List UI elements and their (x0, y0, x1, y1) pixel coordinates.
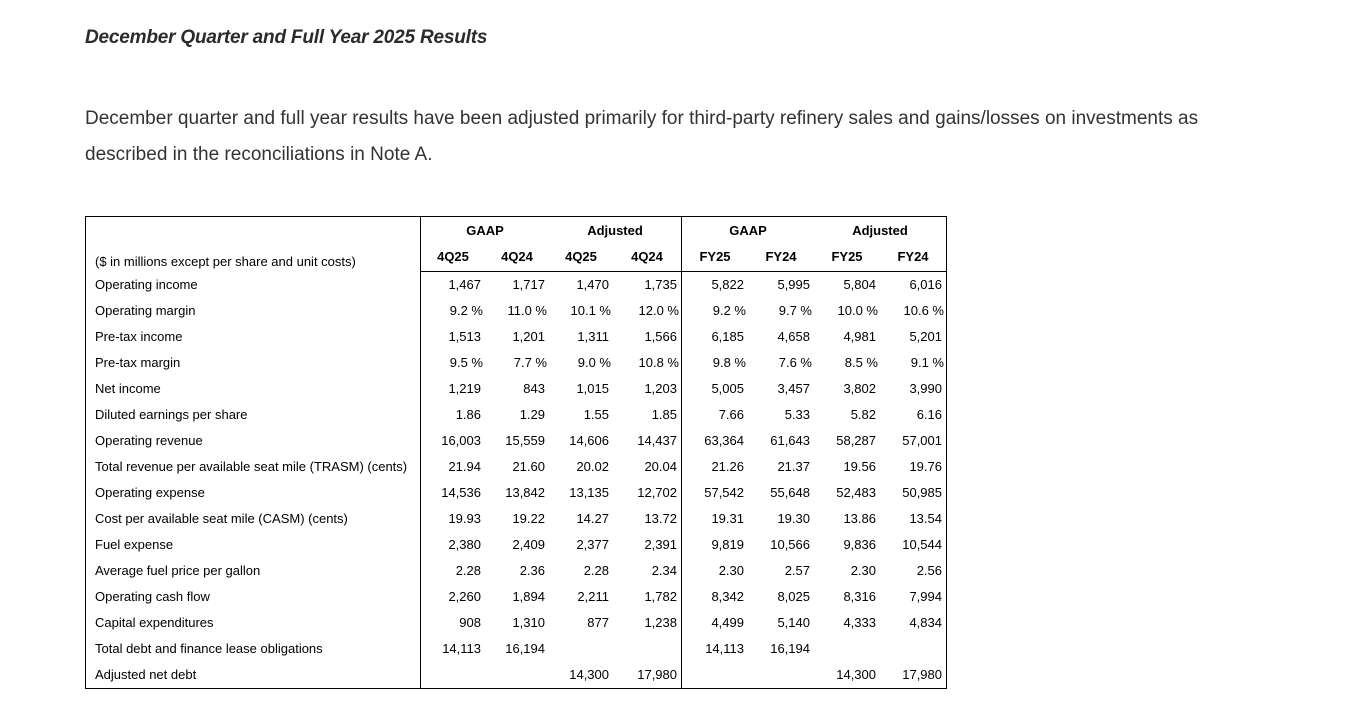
column-header: 4Q25 (549, 243, 613, 271)
table-cell: 1,894 (512, 589, 545, 604)
column-header: FY25 (682, 243, 749, 271)
table-cell: 7,994 (909, 589, 942, 604)
table-cell: 19.31 (682, 506, 749, 532)
row-label: Pre-tax margin (95, 355, 181, 370)
row-label: Operating margin (95, 303, 196, 318)
table-cell: 1,238 (644, 615, 677, 630)
table-cell: 5.33 (784, 407, 810, 422)
table-row (86, 324, 947, 350)
table-cell: 15,559 (505, 433, 545, 448)
table-cell: 7.6 % (778, 355, 812, 370)
row-label: Capital expenditures (95, 615, 214, 630)
row-label: Operating cash flow (95, 589, 210, 604)
table-cell: 11.0 % (507, 303, 547, 318)
table-cell: 5,804 (843, 277, 876, 292)
table-cell: 1,015 (576, 381, 609, 396)
table-cell: 5,201 (909, 329, 942, 344)
column-header-row (86, 243, 947, 271)
table-cell: 7.7 % (513, 355, 547, 370)
table-cell: 2,377 (576, 537, 609, 552)
table-cell: 2,380 (421, 532, 486, 558)
table-cell: 14,300 (569, 667, 609, 682)
table-body (86, 271, 947, 688)
table-cell: 16,194 (770, 641, 810, 656)
table-cell: 13,135 (569, 485, 609, 500)
table-cell: 2.56 (916, 563, 942, 578)
table-cell: 12.0 % (638, 303, 679, 318)
row-label: Adjusted net debt (95, 667, 197, 682)
table-cell: 20.02 (576, 459, 609, 474)
table-cell (682, 662, 749, 689)
table-cell: 10,544 (902, 537, 942, 552)
row-label: Average fuel price per gallon (95, 563, 261, 578)
group-header-gaap-year: GAAP (682, 217, 815, 244)
table-cell: 2.34 (651, 563, 677, 578)
table-cell: 877 (587, 615, 609, 630)
table-cell: 16,003 (421, 428, 486, 454)
table-cell: 1,311 (577, 329, 609, 344)
table-cell: 63,364 (682, 428, 749, 454)
row-label: Operating revenue (95, 433, 203, 448)
table-cell: 10,566 (770, 537, 810, 552)
table-cell: 4,981 (843, 329, 876, 344)
table-cell: 6,016 (909, 277, 942, 292)
table-cell: 843 (523, 381, 545, 396)
table-cell: 1,566 (644, 329, 677, 344)
column-header: 4Q24 (613, 243, 682, 271)
results-table (85, 216, 947, 689)
label-column-header: ($ in millions except per share and unit costs) (95, 254, 356, 269)
table-cell: 4,499 (682, 610, 749, 636)
table-cell: 1,513 (421, 324, 486, 350)
table-cell: 52,483 (836, 485, 876, 500)
table-cell: 2,391 (644, 537, 677, 552)
row-label: Total revenue per available seat mile (TRASM) (cents) (95, 459, 408, 474)
table-cell: 19.76 (909, 459, 942, 474)
table-cell: 8,342 (682, 584, 749, 610)
table-cell: 1.85 (651, 407, 677, 422)
table-cell: 1,467 (421, 271, 486, 298)
table-cell: 5,995 (777, 277, 810, 292)
table-cell: 4,333 (843, 615, 876, 630)
row-label: Pre-tax income (95, 329, 183, 344)
table-cell: 17,980 (902, 667, 942, 682)
table-cell: 9.1 % (910, 355, 944, 370)
table-cell: 908 (421, 610, 486, 636)
table-cell (748, 662, 814, 689)
table-cell: 12,702 (637, 485, 677, 500)
table-cell: 8,025 (777, 589, 810, 604)
table-cell (880, 636, 947, 662)
row-label: Fuel expense (95, 537, 174, 552)
table-cell: 19.93 (421, 506, 486, 532)
table-cell: 2,409 (512, 537, 545, 552)
table-cell: 14,437 (637, 433, 677, 448)
group-header-gaap-quarter: GAAP (421, 217, 550, 244)
table-cell: 57,542 (682, 480, 749, 506)
table-cell: 17,980 (637, 667, 677, 682)
table-cell: 8.5 % (844, 355, 878, 370)
table-cell: 14,113 (682, 636, 749, 662)
table-cell: 9.5 % (421, 350, 486, 376)
table-cell: 50,985 (902, 485, 942, 500)
table-cell: 55,648 (770, 485, 810, 500)
section-heading: December Quarter and Full Year 2025 Results (85, 27, 488, 48)
table-cell: 21.94 (421, 454, 486, 480)
table-cell: 57,001 (902, 433, 942, 448)
table-row (86, 558, 947, 584)
table-cell: 19.56 (843, 459, 876, 474)
table-row (86, 350, 947, 376)
group-header-adjusted-year: Adjusted (852, 222, 908, 238)
table-cell: 5,822 (682, 271, 749, 298)
table-cell: 2,211 (577, 589, 609, 604)
column-header: FY24 (748, 243, 814, 271)
table-cell: 13.54 (909, 511, 942, 526)
table-row (86, 480, 947, 506)
table-cell: 1,203 (644, 381, 677, 396)
table-cell: 1.55 (583, 407, 609, 422)
table-cell: 8,316 (843, 589, 876, 604)
table-cell: 1,219 (421, 376, 486, 402)
table-cell: 13,842 (505, 485, 545, 500)
table-cell: 10.6 % (903, 303, 944, 318)
column-header: 4Q25 (421, 243, 486, 271)
row-label: Cost per available seat mile (CASM) (cents) (95, 511, 348, 526)
table-cell (485, 662, 549, 689)
row-label: Operating expense (95, 485, 205, 500)
table-cell: 14,113 (421, 636, 486, 662)
table-cell: 10.8 % (638, 355, 679, 370)
table-cell: 2.57 (784, 563, 810, 578)
table-cell: 1,735 (644, 277, 677, 292)
table-cell: 4,834 (909, 615, 942, 630)
table-row (86, 271, 947, 298)
table-cell: 1,310 (512, 615, 545, 630)
table-cell: 14,300 (836, 667, 876, 682)
table-cell: 3,990 (909, 381, 942, 396)
table-cell: 1,470 (576, 277, 609, 292)
table-cell: 21.37 (777, 459, 810, 474)
table-cell: 9.2 % (682, 298, 749, 324)
table-cell: 5.82 (850, 407, 876, 422)
table-row (86, 454, 947, 480)
table-cell: 6.16 (916, 407, 942, 422)
table-cell: 61,643 (770, 433, 810, 448)
table-cell: 13.72 (644, 511, 677, 526)
table-row (86, 376, 947, 402)
table-cell: 19.30 (777, 511, 810, 526)
table-cell: 9.8 % (682, 350, 749, 376)
table-cell: 16,194 (505, 641, 545, 656)
table-cell (549, 636, 613, 662)
column-header: FY24 (880, 243, 947, 271)
table-row (86, 402, 947, 428)
row-label: Operating income (95, 276, 198, 292)
group-header-adjusted-quarter: Adjusted (587, 222, 643, 238)
table-cell: 4,658 (777, 329, 810, 344)
table-cell: 2.30 (850, 563, 876, 578)
table-cell: 2.28 (583, 563, 609, 578)
table-cell (613, 636, 682, 662)
table-row (86, 506, 947, 532)
table-cell: 1,782 (644, 589, 677, 604)
table-cell (814, 636, 880, 662)
table-cell: 19.22 (512, 511, 545, 526)
table-row (86, 662, 947, 689)
table-cell: 1.86 (421, 402, 486, 428)
table-cell: 10.1 % (570, 303, 611, 318)
column-header: FY25 (814, 243, 880, 271)
table-cell: 7.66 (682, 402, 749, 428)
table-cell: 3,457 (777, 381, 810, 396)
row-label: Net income (95, 381, 161, 396)
table-cell: 6,185 (682, 324, 749, 350)
table-cell: 20.04 (644, 459, 677, 474)
table-cell: 58,287 (836, 433, 876, 448)
table-cell: 2.36 (519, 563, 545, 578)
table-row (86, 532, 947, 558)
group-header-spacer (86, 217, 421, 244)
table-row (86, 584, 947, 610)
table-cell: 9,819 (682, 532, 749, 558)
table-cell: 21.60 (512, 459, 545, 474)
table-cell: 9.0 % (577, 355, 611, 370)
intro-paragraph: December quarter and full year results have been adjusted primarily for third-party refinery sales and gains/losses on investments as described in the reconciliations in Note A. (85, 108, 1199, 165)
table-cell: 1,201 (512, 329, 545, 344)
table-row (86, 298, 947, 324)
table-cell: 9.7 % (778, 303, 812, 318)
table-cell: 2,260 (421, 584, 486, 610)
table-cell: 2.28 (421, 558, 486, 584)
table-row (86, 610, 947, 636)
table-cell: 10.0 % (837, 303, 878, 318)
table-cell: 13.86 (843, 511, 876, 526)
table-cell: 1.29 (519, 407, 545, 422)
table-cell: 9.2 % (421, 298, 486, 324)
table-cell: 14.27 (576, 511, 609, 526)
table-cell: 14,606 (569, 433, 609, 448)
table-cell: 1,717 (512, 277, 545, 292)
table-cell: 2.30 (682, 558, 749, 584)
group-header-row (86, 217, 947, 244)
table-cell: 9,836 (843, 537, 876, 552)
row-label: Diluted earnings per share (95, 407, 248, 422)
table-cell: 5,140 (777, 615, 810, 630)
row-label: Total debt and finance lease obligations (95, 641, 323, 656)
table-cell: 21.26 (682, 454, 749, 480)
table-cell (421, 662, 486, 689)
table-row (86, 636, 947, 662)
table-row (86, 428, 947, 454)
table-cell: 14,536 (421, 480, 486, 506)
table-cell: 5,005 (682, 376, 749, 402)
table-cell: 3,802 (843, 381, 876, 396)
column-header: 4Q24 (485, 243, 549, 271)
